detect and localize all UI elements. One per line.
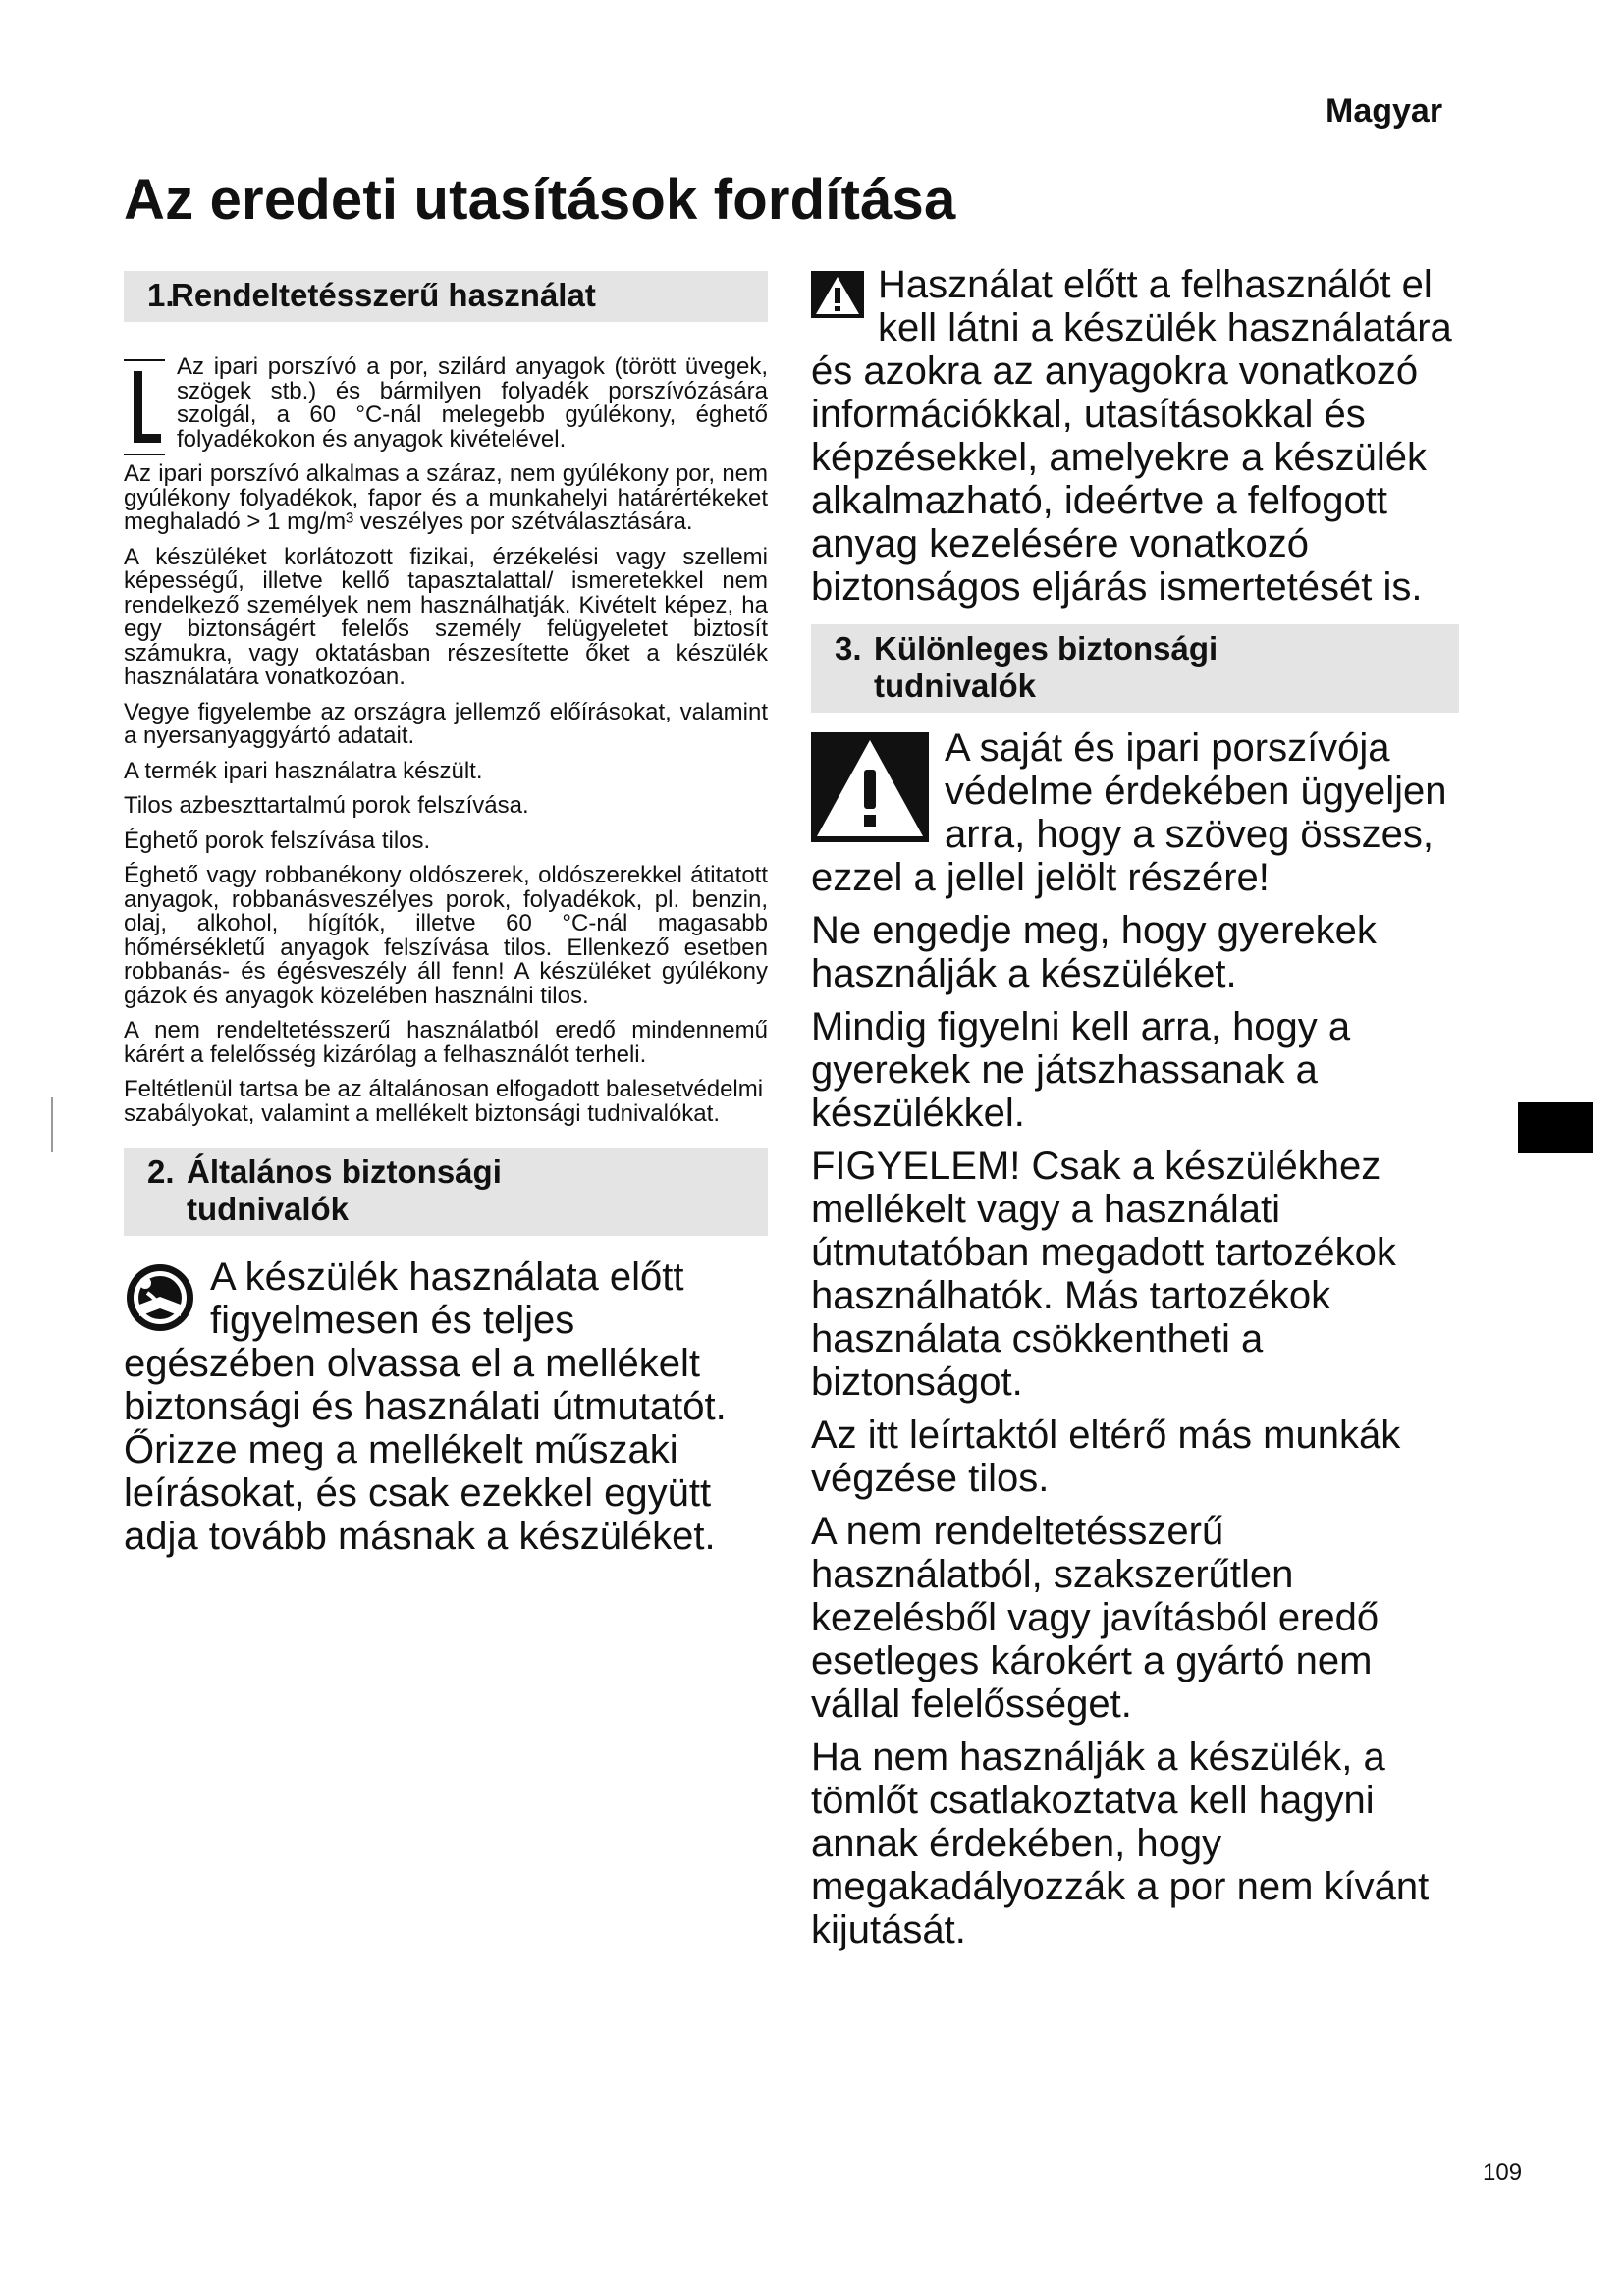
paragraph: Mindig figyelni kell arra, hogy a gyerekek ne játszhassanak a készülékkel. <box>811 1005 1351 1135</box>
paragraph: Feltétlenül tartsa be az általánosan elfogadott balesetvédelmi szabályokat, valamint a mellékelt biztonsági tudnivalókat. <box>124 1076 764 1127</box>
paragraph: A saját és ipari porszívója védelme érdekében ügyeljen arra, hogy a szöveg összes, ezzel a jellel jelölt részére! <box>811 726 1447 899</box>
left-column <box>124 271 768 1568</box>
page-title: Az eredeti utasítások fordítása <box>124 168 956 232</box>
section-2-body <box>124 1255 768 1558</box>
paragraph: Éghető porok felszívása tilos. <box>124 827 431 854</box>
section-1-title: Rendeltetésszerű használat <box>171 277 596 313</box>
section-3-body <box>811 726 1459 1951</box>
warning-large-icon <box>811 732 929 842</box>
paragraph: A készüléket korlátozott fizikai, érzékelési vagy szellemi képességű, illetve kellő tapasztalattal/ ismeretekkel nem rendelkező személyek nem használhatják. Kivételt képez, ha egy biztonságért felelős személy felügyeletet biztosít számukra, vagy oktatásban részesítette őket a készülék használatára vonatkozóan. <box>124 543 768 690</box>
paragraph: Vegye figyelembe az országra jellemző előírásokat, valamint a nyersanyaggyártó adatait. <box>124 698 768 749</box>
paragraph: Ha nem használják a készülék, a tömlőt csatlakoztatva kell hagyni annak érdekében, hogy megakadályozzák a por nem kívánt kijutását. <box>811 1735 1430 1951</box>
thumb-index-tab <box>1518 1102 1593 1153</box>
paragraph: Használat előtt a felhasználót el kell látni a készülék használatára és azokra az anyagokra vonatkozó információkkal, utasításokkal és képzésekkel, amelyekre a készülék alkalmazható, ideértve a felfogott anyag kezelésére vonatkozó biztonságos eljárás ismertetését is. <box>811 263 1452 609</box>
section-1-body <box>124 355 768 1126</box>
paragraph: Tilos azbeszttartalmú porok felszívása. <box>124 792 529 819</box>
right-column <box>811 263 1459 1961</box>
paragraph: FIGYELEM! Csak a készülékhez mellékelt vagy a használati útmutatóban megadott tartozékok használhatók. Más tartozékok használata csökkentheti a biztonságot. <box>811 1145 1396 1404</box>
section-1-heading <box>124 271 768 322</box>
section-1-number: 1. <box>147 277 175 313</box>
paragraph: A nem rendeltetésszerű használatból, szakszerűtlen kezelésből vagy javításból eredő esetleges károkért a gyártó nem vállal felelősséget. <box>811 1510 1380 1726</box>
paragraph: Az itt leírtaktól eltérő más munkák végzése tilos. <box>811 1414 1401 1500</box>
read-manual-icon <box>124 1261 196 1334</box>
l-logo-icon <box>124 359 165 455</box>
language-label: Magyar <box>1326 92 1443 130</box>
section-3-number: 3. <box>835 630 862 667</box>
section-3-heading <box>811 624 1459 713</box>
section-2-number: 2. <box>147 1153 175 1190</box>
paragraph: Az ipari porszívó a por, szilárd anyagok (törött üvegek, szögek stb.) és bármilyen folyadék porszívózására szolgál, a 60 °C-nál melegebb gyúlékony, éghető folyadékokon és anyagok kivételével. <box>177 355 768 453</box>
section-3-title: Különleges biztonsági tudnivalók <box>874 630 1218 704</box>
paragraph: Ne engedje meg, hogy gyerekek használják a készüléket. <box>811 909 1377 995</box>
warning-icon <box>811 271 864 318</box>
intro-block <box>811 263 1459 609</box>
margin-tick <box>51 1097 53 1152</box>
paragraph: A termék ipari használatra készült. <box>124 757 483 784</box>
paragraph: A nem rendeltetésszerű használatból eredő mindennemű kárért a felelősség kizárólag a felhasználót terheli. <box>124 1017 768 1068</box>
paragraph: Az ipari porszívó alkalmas a száraz, nem gyúlékony por, nem gyúlékony folyadékok, fapor és a munkahelyi határértékeket meghaladó > 1 mg/m³ veszélyes por szétválasztására. <box>124 460 768 535</box>
page-number: 109 <box>1483 2160 1523 2186</box>
section-2-title: Általános biztonsági tudnivalók <box>187 1153 502 1227</box>
section-2-heading <box>124 1148 768 1236</box>
paragraph: A készülék használata előtt figyelmesen és teljes egészében olvassa el a mellékelt biztonsági és használati útmutatót. Őrizze meg a mellékelt műszaki leírásokat, és csak ezekkel együtt adja tovább másnak a készüléket. <box>124 1255 727 1558</box>
paragraph: Éghető vagy robbanékony oldószerek, oldószerekkel átitatott anyagok, robbanásveszélyes porok, folyadékok, pl. benzin, olaj, alkohol, hígítók, illetve 60 °C-nál magasabb hőmérsékletű anyagok felszívása tilos. Ellenkező esetben robbanás- és égésveszély áll fenn! A készüléket gyúlékony gázok és anyagok közelében használni tilos. <box>124 862 768 1009</box>
